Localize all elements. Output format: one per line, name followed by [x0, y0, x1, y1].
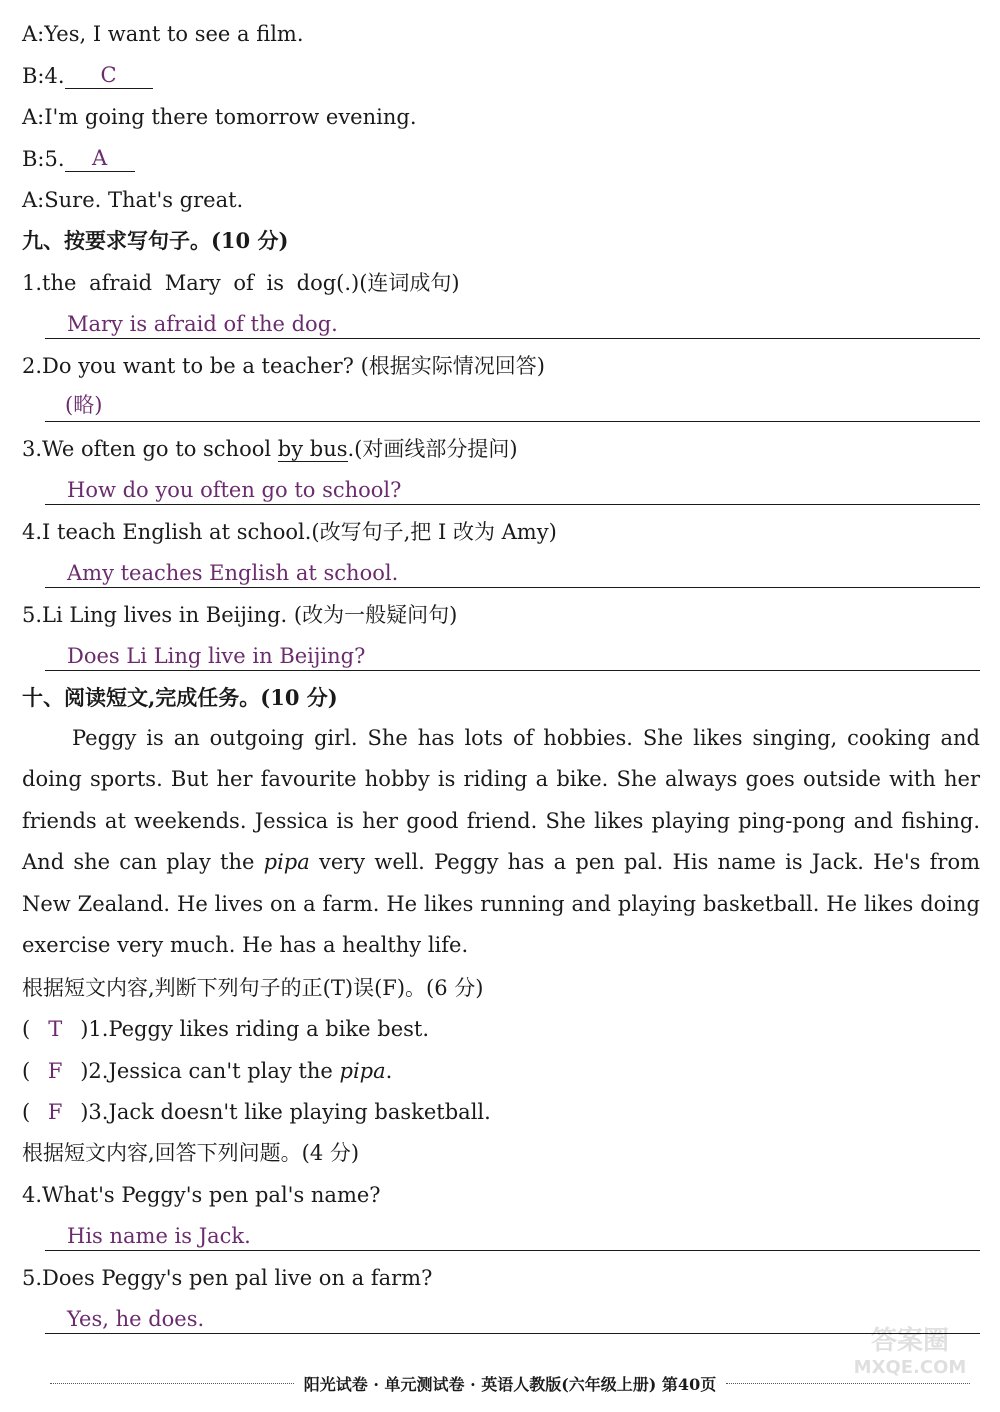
s9-question-2: 2.Do you want to be a teacher? (根据实际情况回答) [22, 354, 545, 378]
dialog-line-2 [22, 62, 153, 89]
watermark-line-1: 答案圈 [870, 1326, 949, 1356]
s9-question-3-text: 3.We often go to school [22, 437, 278, 461]
s9-answer-line-5 [45, 642, 980, 671]
s9-question-5: 5.Li Ling lives in Beijing. (改为一般疑问句) [22, 603, 458, 627]
s9-answer-1: Mary is afraid of the dog. [67, 312, 338, 336]
tf-text-2-end: . [385, 1059, 393, 1083]
qa-heading: 根据短文内容,回答下列问题。(4 分) [22, 1141, 360, 1165]
s9-answer-line-1 [45, 310, 980, 339]
s9-answer-5: Does Li Ling live in Beijing? [67, 644, 366, 668]
s9-question-4: 4.I teach English at school.(改写句子,把 I 改为 Amy) [22, 520, 557, 544]
tf-item-3: ( F )3.Jack doesn't like playing basketball. [22, 1100, 491, 1124]
passage-italic: pipa [263, 850, 310, 875]
s9-answer-4: Amy teaches English at school. [67, 561, 399, 585]
s9-answer-line-3 [45, 476, 980, 505]
s9-answer-line-4 [45, 559, 980, 588]
tf-item-1: ( T )1.Peggy likes riding a bike best. [22, 1017, 430, 1041]
answer-blank-4: C [65, 62, 153, 89]
qa-question-4: 4.What's Peggy's pen pal's name? [22, 1183, 381, 1207]
qa-answer-line-4 [45, 1222, 980, 1251]
answer-blank-5: A [65, 145, 135, 172]
s9-question-3-instruction: .(对画线部分提问) [347, 437, 518, 461]
tf-mark-1: T [48, 1017, 63, 1041]
tf-heading: 根据短文内容,判断下列句子的正(T)误(F)。(6 分) [22, 976, 484, 1000]
dialog-line-1: A:Yes, I want to see a film. [22, 22, 304, 46]
s9-answer-2: (略) [65, 393, 103, 417]
dialog-line-5: A:Sure. That's great. [22, 188, 244, 212]
s9-answer-3: How do you often go to school? [67, 478, 402, 502]
tf-text-1: 1.Peggy likes riding a bike best. [88, 1017, 430, 1041]
section-9-heading: 九、按要求写句子。(10 分) [22, 228, 289, 253]
passage-text-1: Peggy is an outgoing girl. She has lots of hobbies. She likes singing, cooking and doing sports. But her favourite hobby is riding a bike. She always goes outside with her friends at weekends. Jessica is her good friend. She likes playing ping-pong and fishing. And she can play the [22, 726, 980, 875]
qa-question-5: 5.Does Peggy's pen pal live on a farm? [22, 1266, 433, 1290]
dialog-prefix: B:5. [22, 147, 65, 171]
tf-text-2: 2.Jessica can't play the [88, 1059, 340, 1083]
tf-item-2: ( F )2.Jessica can't play the pipa. [22, 1059, 393, 1083]
watermark-line-2: MXQE.COM [853, 1357, 967, 1378]
dialog-line-3: A:I'm going there tomorrow evening. [22, 105, 417, 129]
dialog-prefix: B:4. [22, 64, 65, 88]
tf-mark-2: F [47, 1059, 63, 1083]
qa-answer-4: His name is Jack. [67, 1224, 251, 1248]
reading-passage [22, 718, 980, 966]
qa-answer-5: Yes, he does. [67, 1307, 205, 1331]
tf-text-3: 3.Jack doesn't like playing basketball. [88, 1100, 491, 1124]
footer-text: 阳光试卷 · 单元测试卷 · 英语人教版(六年级上册) 第40页 [303, 1374, 717, 1394]
footer-dots-right [726, 1383, 970, 1384]
page-footer [40, 1370, 980, 1396]
s9-question-3 [22, 436, 518, 462]
s9-answer-line-2 [45, 393, 980, 422]
dialog-line-4 [22, 145, 135, 172]
s9-question-1: 1.the afraid Mary of is dog(.)(连词成句) [22, 271, 460, 295]
footer-dots-left [50, 1383, 294, 1384]
s9-question-3-underlined: by bus [277, 437, 348, 461]
tf-mark-3: F [47, 1100, 63, 1124]
tf-text-2-italic: pipa [339, 1059, 386, 1083]
passage-text-2: very well. Peggy has a pen pal. His name is Jack. He's from New Zealand. He lives on a farm. He likes running and playing basketball. He likes doing exercise very much. He has a healthy life. [22, 850, 980, 958]
section-10-heading: 十、阅读短文,完成任务。(10 分) [22, 685, 338, 710]
